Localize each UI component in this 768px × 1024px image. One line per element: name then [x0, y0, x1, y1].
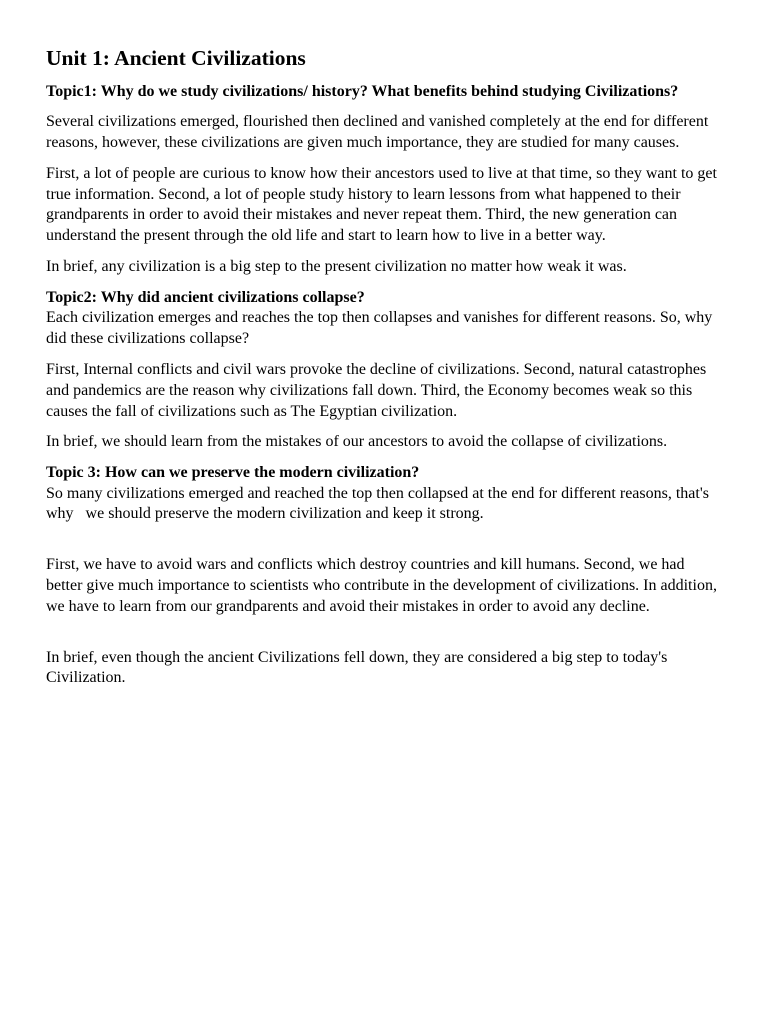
- topic3-heading: Topic 3: How can we preserve the modern civilization?: [46, 464, 420, 482]
- topic1-heading: Topic1: Why do we study civilizations/ history? What benefits behind studying Civilizations?: [46, 82, 679, 100]
- topic2-section: [46, 288, 722, 453]
- topic2-paragraph-2: First, Internal conflicts and civil wars provoke the decline of civilizations. Second, natural catastrophes and pandemics are the reason why civilizations fall down. Third, the Economy becomes weak so this causes the fall of civilizations such as The Egyptian civilization.: [46, 360, 707, 420]
- topic3-paragraph-3: In brief, even though the ancient Civilizations fell down, they are considered a big step to today's Civilization.: [46, 648, 668, 687]
- topic3-paragraph-2: First, we have to avoid wars and conflicts which destroy countries and kill humans. Second, we had better give much importance to scientists who contribute in the development of civilizations. In addition, we have to learn from our grandparents and avoid their mistakes in order to avoid any decline.: [46, 556, 717, 615]
- page-title: Unit 1: Ancient Civilizations: [46, 46, 306, 70]
- topic3-section: [46, 463, 722, 689]
- topic3-paragraph-1: So many civilizations emerged and reached the top then collapsed at the end for different reasons, that's why we should preserve the modern civilization and keep it strong.: [46, 484, 713, 523]
- topic1-section: [46, 82, 722, 278]
- topic1-paragraph-2: First, a lot of people are curious to know how their ancestors used to live at that time, so they want to get true information. Second, a lot of people study history to learn lessons from what happened to their grandparents in order to avoid their mistakes and never repeat them. Third, the new generation can understand the present through the old life and start to learn how to live in a better way.: [46, 164, 717, 245]
- topic2-heading: Topic2: Why did ancient civilizations collapse?: [46, 288, 365, 306]
- topic1-paragraph-1: Several civilizations emerged, flourished then declined and vanished completely at the end for different reasons, however, these civilizations are given much importance, they are studied for many causes.: [46, 113, 709, 152]
- topic1-paragraph-3: In brief, any civilization is a big step to the present civilization no matter how weak it was.: [46, 258, 627, 276]
- topic2-paragraph-3: In brief, we should learn from the mistakes of our ancestors to avoid the collapse of civilizations.: [46, 433, 668, 451]
- topic2-paragraph-1: Each civilization emerges and reaches the top then collapses and vanishes for different reasons. So, why did these civilizations collapse?: [46, 309, 713, 348]
